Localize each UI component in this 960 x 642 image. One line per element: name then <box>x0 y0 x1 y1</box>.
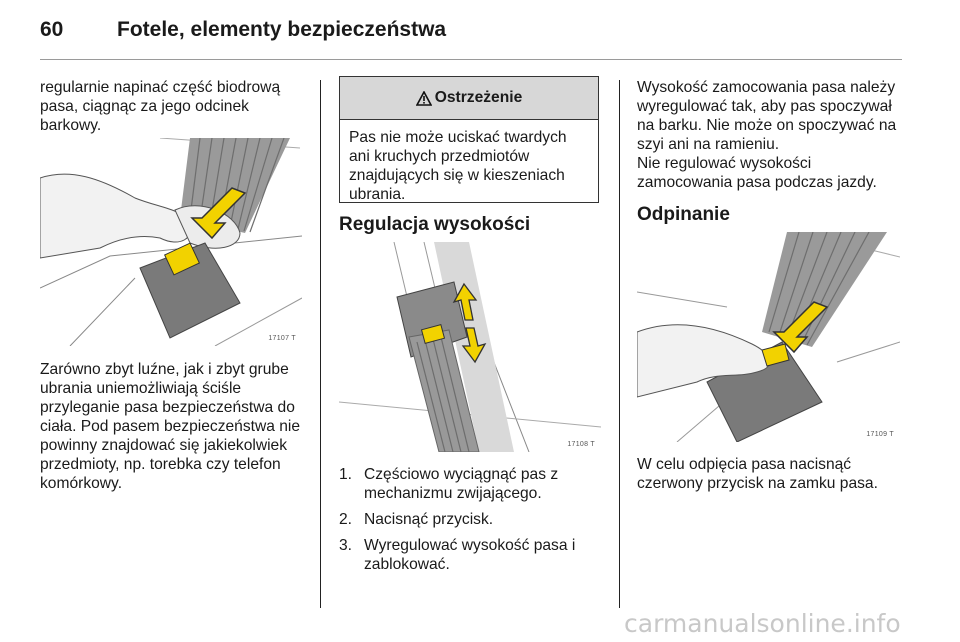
step-number: 2. <box>339 511 353 528</box>
unbuckle-illustration <box>637 232 900 442</box>
figure-code: 17107 T <box>268 335 296 342</box>
warning-text: Pas nie może uciskać twardych ani kruchych przedmiotów znajdujących się w kieszeniach ubrania. <box>349 129 567 203</box>
page-number: 60 <box>40 18 64 41</box>
seatbelt-tension-illustration <box>40 138 302 346</box>
col1-paragraph-1: regularnie napinać część biodrową pasa, ciągnąc za jego odcinek barkowy. <box>40 79 281 134</box>
heading-unbuckling: Odpinanie <box>637 204 730 225</box>
list-item <box>339 536 601 574</box>
belt-height-adjust-illustration <box>339 242 601 452</box>
column-divider-right <box>619 80 620 608</box>
column-divider-left <box>320 80 321 608</box>
col3-paragraph-3: W celu odpięcia pasa nacisnąć czerwony przycisk na zamku pasa. <box>637 456 878 492</box>
figure-code: 17109 T <box>866 431 894 438</box>
warning-title: Ostrzeżenie <box>434 89 523 106</box>
col3-paragraph-1: Wysokość zamocowania pasa należy wyregulować tak, aby pas spoczywał na barku. Nie może on spoczywać na szyi ani na ramieniu. <box>637 79 897 153</box>
col1-paragraph-2: Zarówno zbyt luźne, jak i zbyt grube ubrania uniemożliwiają ściśle przyleganie pasa bezpieczeństwa do ciała. Pod pasem bezpieczeństwa nie powinny znajdować się jakiekolwiek przedmioty, np. torebka czy telefon komórkowy. <box>40 361 301 492</box>
step-text: Nacisnąć przycisk. <box>364 511 494 528</box>
figure-code: 17108 T <box>567 441 595 448</box>
warning-box <box>339 76 599 203</box>
step-number: 1. <box>339 466 353 483</box>
list-item <box>339 465 601 503</box>
step-number: 3. <box>339 537 353 554</box>
list-item <box>339 510 601 529</box>
col3-paragraph-2: Nie regulować wysokości zamocowania pasa podczas jazdy. <box>637 155 877 191</box>
heading-height-adjustment: Regulacja wysokości <box>339 214 531 235</box>
page-title: Fotele, elementy bezpieczeństwa <box>117 18 447 41</box>
step-text: Częściowo wyciągnąć pas z mechanizmu zwijającego. <box>364 466 559 502</box>
header-divider <box>40 59 902 60</box>
watermark-text: carmanualsonline.info <box>624 609 901 638</box>
adjustment-steps-list <box>339 465 601 581</box>
warning-header <box>340 77 598 120</box>
step-text: Wyregulować wysokość pasa i zablokować. <box>364 537 576 573</box>
warning-triangle-icon <box>416 91 432 106</box>
